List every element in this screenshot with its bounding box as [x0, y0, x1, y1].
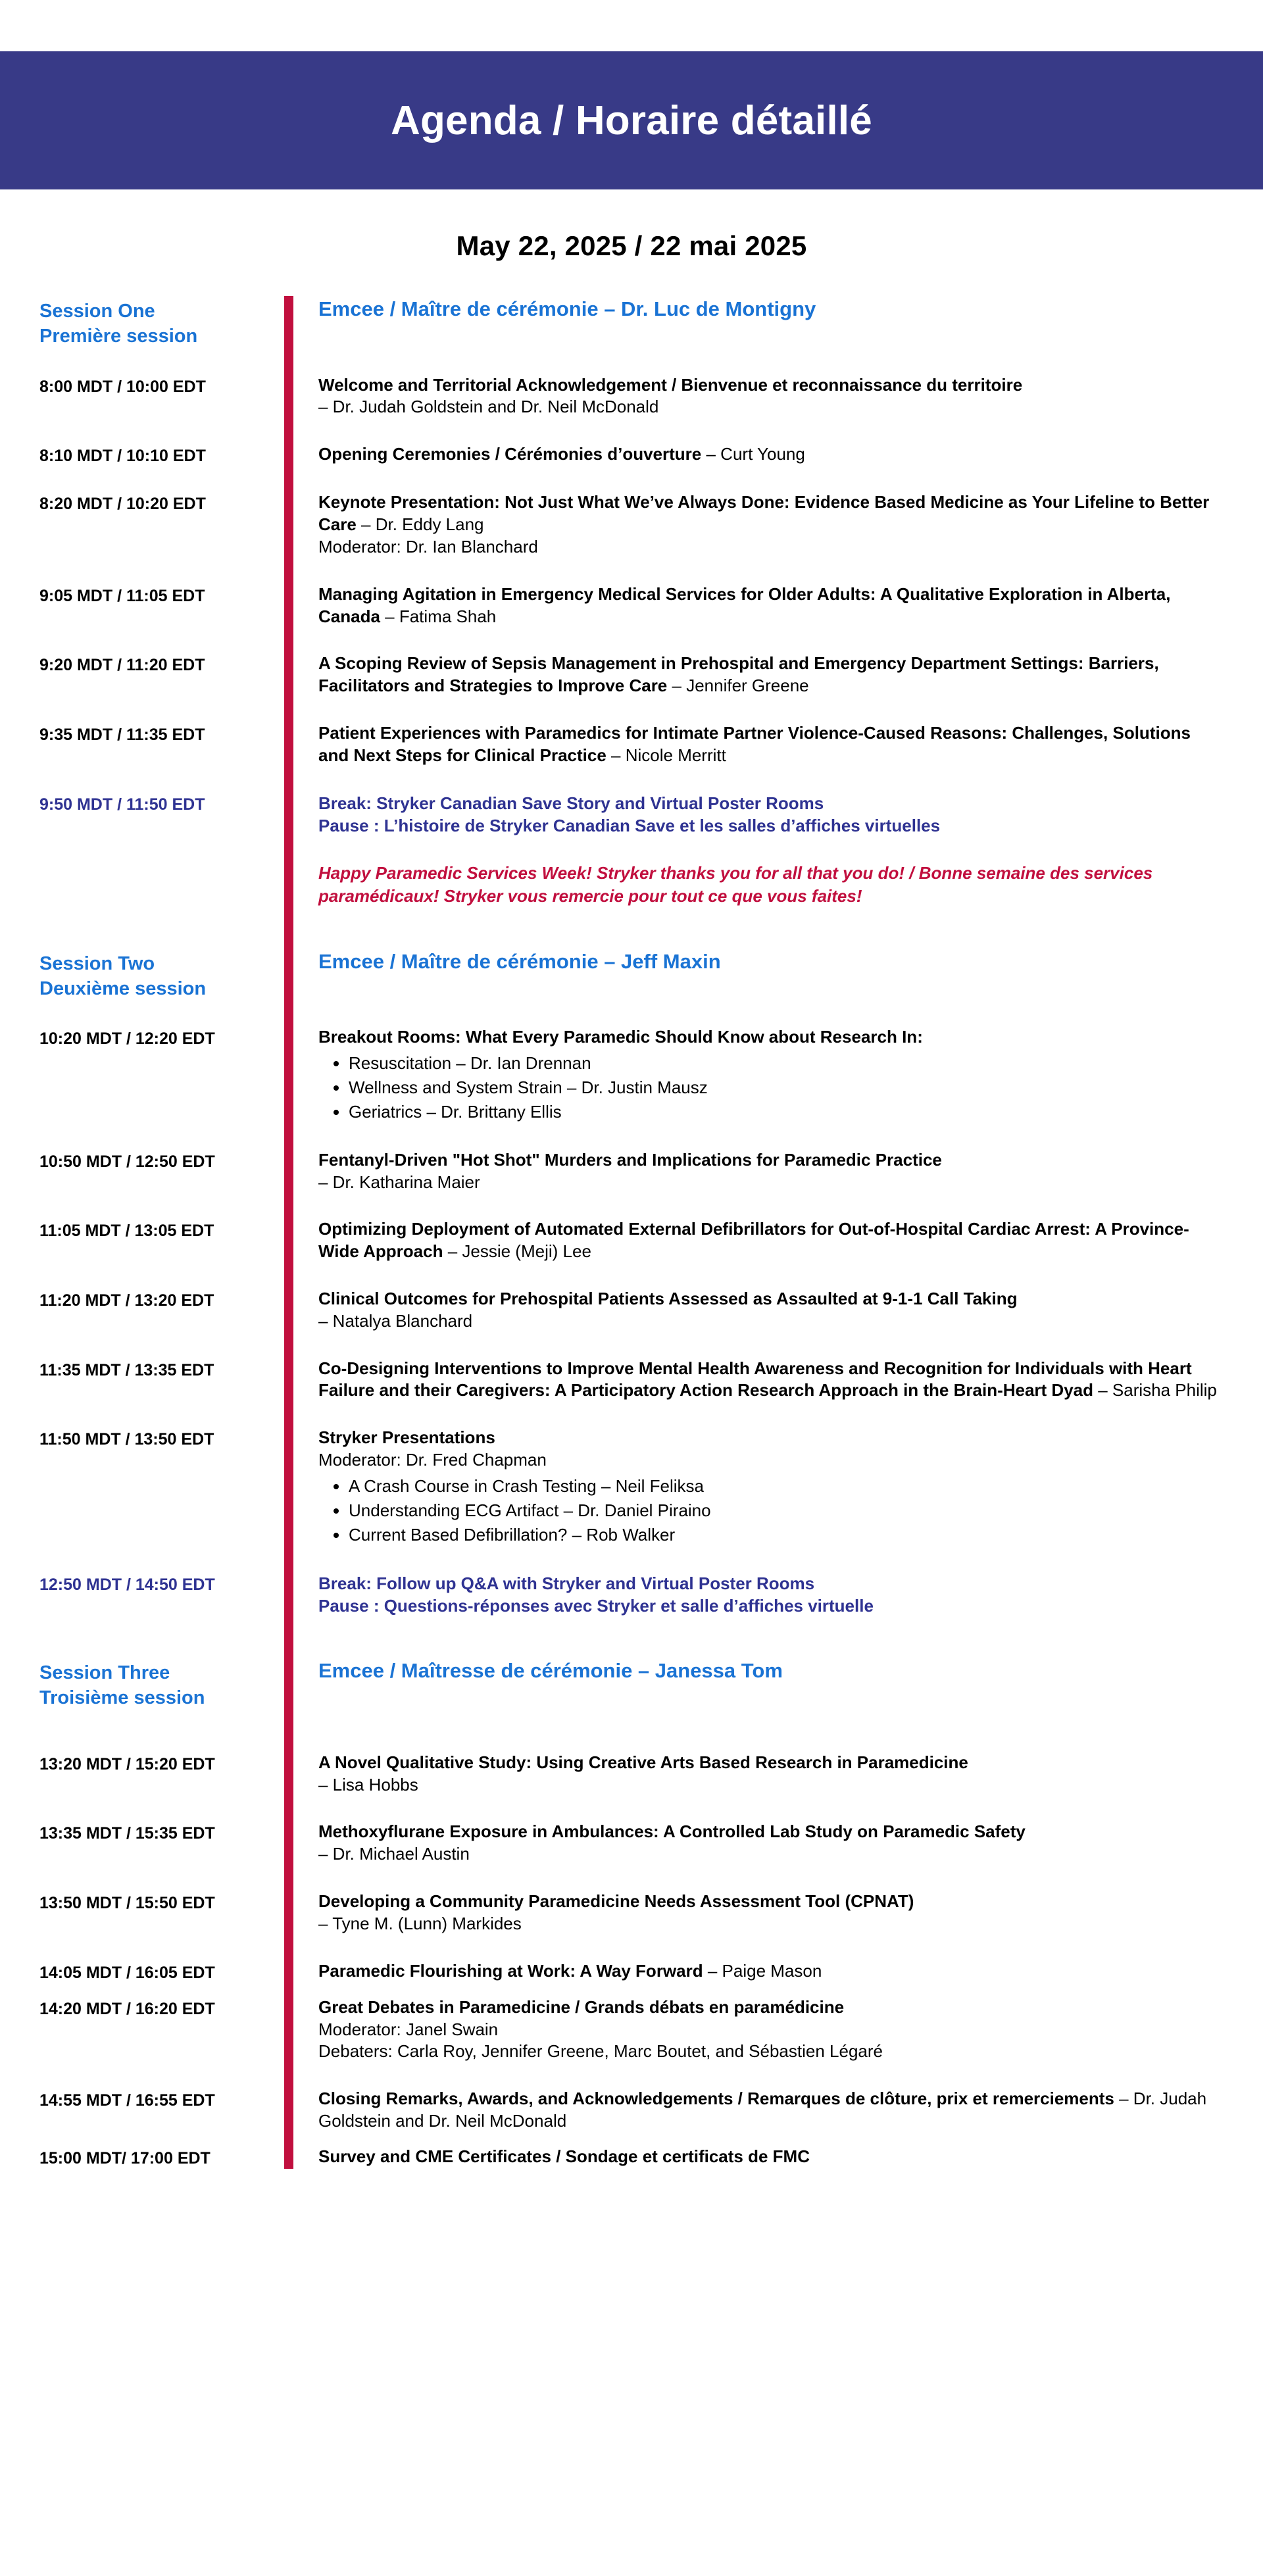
agenda-moderator: Moderator: Janel Swain: [318, 2019, 499, 2039]
agenda-content: [293, 1960, 1224, 1983]
row-spacer: [39, 1935, 1224, 1960]
agenda-content: [293, 2088, 1224, 2133]
agenda-bullet-list: [318, 1051, 1217, 1124]
session-rule: [284, 2088, 293, 2133]
agenda-subline: – Lisa Hobbs: [318, 1774, 418, 1795]
session-rule: [284, 949, 293, 1002]
agenda-body: [0, 296, 1263, 2169]
agenda-speaker: – Nicole Merritt: [606, 745, 726, 765]
break-content: [293, 792, 1224, 837]
session-one-label-line1: Session One: [39, 301, 155, 322]
agenda-time: 14:55 MDT / 16:55 EDT: [39, 2091, 215, 2110]
list-item: • Wellness and System Strain – Dr. Justin Mausz: [349, 1076, 1217, 1100]
agenda-table-body: [39, 296, 1224, 2169]
agenda-row: [39, 583, 1224, 628]
agenda-moderator: Moderator: Dr. Fred Chapman: [318, 1450, 547, 1470]
session-three-emcee-cell: [293, 1658, 1224, 1711]
session-rule: [284, 1752, 293, 1796]
agenda-content: [293, 2146, 1224, 2169]
agenda-time: 15:00 MDT/ 17:00 EDT: [39, 2148, 210, 2167]
agenda-title: Clinical Outcomes for Prehospital Patients Assessed as Assaulted at 9-1-1 Call Taking: [318, 1289, 1018, 1309]
agenda-title: Patient Experiences with Paramedics for Intimate Partner Violence-Caused Reasons: Challenges, Solutions and Next Steps for Clinical Practice: [318, 722, 1191, 765]
session-header-row: [39, 949, 1224, 1002]
row-spacer: [39, 349, 1224, 374]
agenda-time: 8:20 MDT / 10:20 EDT: [39, 495, 206, 514]
agenda-row: [39, 1026, 1224, 1124]
agenda-speaker: – Jennifer Greene: [667, 676, 809, 696]
row-spacer: [39, 697, 1224, 722]
list-item: • Understanding ECG Artifact – Dr. Daniel Piraino: [349, 1499, 1217, 1523]
agenda-speaker: – Dr. Judah Goldstein and Dr. Neil McDonald: [318, 2089, 1207, 2131]
agenda-row: [39, 491, 1224, 558]
agenda-time: 8:00 MDT / 10:00 EDT: [39, 377, 206, 396]
row-spacer: [39, 1796, 1224, 1821]
session-two-emcee-cell: [293, 949, 1224, 1002]
session-rule: [284, 653, 293, 697]
session-rule: [284, 862, 293, 908]
agenda-title: Methoxyflurane Exposure in Ambulances: A Controlled Lab Study on Paramedic Safety: [318, 1821, 1026, 1842]
session-rule: [284, 1358, 293, 1402]
session-rule: [284, 491, 293, 558]
agenda-speaker: – Dr. Eddy Lang: [356, 514, 484, 535]
session-two-label-line2: Deuxième session: [39, 978, 207, 1000]
agenda-time: 11:05 MDT / 13:05 EDT: [39, 1222, 214, 1241]
agenda-title: A Novel Qualitative Study: Using Creative Arts Based Research in Paramedicine: [318, 1752, 968, 1772]
session-rule: [284, 722, 293, 767]
agenda-title: Survey and CME Certificates / Sondage et certificats de FMC: [318, 2146, 810, 2166]
agenda-row: [39, 2146, 1224, 2169]
session-rule: [284, 1026, 293, 1124]
promo-row: [39, 862, 1224, 908]
agenda-subline: – Dr. Michael Austin: [318, 1844, 470, 1864]
stryker-promo-message: Happy Paramedic Services Week! Stryker thanks you for all that you do! / Bonne semaine des services paramédicaux! Stryker vous remercie pour tout ce que vous faites!: [318, 863, 1153, 906]
page-title: Agenda / Horaire détaillé: [391, 97, 872, 143]
list-item: • Current Based Defibrillation? – Rob Walker: [349, 1523, 1217, 1547]
agenda-row: [39, 1149, 1224, 1194]
row-spacer: [39, 558, 1224, 583]
agenda-time: 14:20 MDT / 16:20 EDT: [39, 1999, 215, 2018]
session-two-label-cell: [39, 949, 284, 1002]
row-spacer: [39, 1711, 1224, 1752]
agenda-time: 9:05 MDT / 11:05 EDT: [39, 586, 205, 605]
row-spacer: [39, 908, 1224, 949]
agenda-subline: – Tyne M. (Lunn) Markides: [318, 1913, 522, 1933]
break-time: 12:50 MDT / 14:50 EDT: [39, 1575, 215, 1594]
row-spacer: [39, 1402, 1224, 1427]
row-spacer: [39, 767, 1224, 792]
agenda-title: Managing Agitation in Emergency Medical Services for Older Adults: A Qualitative Exploration in Alberta, Canada: [318, 583, 1171, 626]
agenda-title: A Scoping Review of Sepsis Management in Prehospital and Emergency Department Settings: Barriers, Facilitators and Strategies to Improve Care: [318, 653, 1159, 696]
agenda-title: Keynote Presentation: Not Just What We’ve Always Done: Evidence Based Medicine as Your Lifeline to Better Care: [318, 492, 1210, 535]
session-rule: [284, 1821, 293, 1866]
list-item: • Resuscitation – Dr. Ian Drennan: [349, 1051, 1217, 1076]
break-line-fr: Pause : L’histoire de Stryker Canadian Save et les salles d’affiches virtuelles: [318, 815, 941, 835]
break-line-en: Break: Follow up Q&A with Stryker and Virtual Poster Rooms: [318, 1573, 815, 1593]
session-rule: [284, 1288, 293, 1333]
agenda-row: [39, 1288, 1224, 1333]
agenda-title: Closing Remarks, Awards, and Acknowledgements / Remarques de clôture, prix et remerciements: [318, 2089, 1114, 2109]
agenda-debaters: Debaters: Carla Roy, Jennifer Greene, Marc Boutet, and Sébastien Légaré: [318, 2041, 883, 2062]
break-row: [39, 1572, 1224, 1618]
session-rule: [284, 1960, 293, 1983]
agenda-content: [293, 583, 1224, 628]
session-three-label-line1: Session Three: [39, 1662, 170, 1684]
agenda-time: 8:10 MDT / 10:10 EDT: [39, 447, 206, 466]
agenda-speaker: – Fatima Shah: [380, 606, 497, 626]
row-spacer: [39, 1547, 1224, 1572]
session-rule: [284, 583, 293, 628]
row-spacer: [39, 837, 1224, 862]
session-header-row: [39, 296, 1224, 349]
session-rule: [284, 2146, 293, 2169]
session-rule: [284, 1891, 293, 1935]
agenda-title: Great Debates in Paramedicine / Grands débats en paramédicine: [318, 1996, 845, 2017]
agenda-content: [293, 1891, 1224, 1935]
agenda-row: [39, 653, 1224, 697]
agenda-time: 13:20 MDT / 15:20 EDT: [39, 1754, 215, 1773]
agenda-speaker: – Sarisha Philip: [1093, 1380, 1217, 1400]
row-spacer: [39, 628, 1224, 653]
agenda-time: 10:20 MDT / 12:20 EDT: [39, 1029, 215, 1049]
session-rule: [284, 1996, 293, 2063]
agenda-title: Developing a Community Paramedicine Needs Assessment Tool (CPNAT): [318, 1891, 914, 1911]
break-content: [293, 1572, 1224, 1618]
row-spacer: [39, 1333, 1224, 1358]
session-two-label-line1: Session Two: [39, 953, 155, 974]
agenda-content: [293, 1149, 1224, 1194]
agenda-content: [293, 491, 1224, 558]
agenda-row: [39, 722, 1224, 767]
row-spacer: [39, 1193, 1224, 1218]
agenda-row: [39, 1821, 1224, 1866]
session-rule: [284, 1149, 293, 1194]
emcee-two: Emcee / Maître de cérémonie – Jeff Maxin: [318, 949, 721, 973]
agenda-time: 9:35 MDT / 11:35 EDT: [39, 725, 205, 744]
agenda-row: [39, 1891, 1224, 1935]
row-spacer: [39, 2133, 1224, 2146]
agenda-row: [39, 1358, 1224, 1402]
list-item: • A Crash Course in Crash Testing – Neil Feliksa: [349, 1474, 1217, 1499]
session-rule: [284, 1427, 293, 1547]
break-time: 9:50 MDT / 11:50 EDT: [39, 795, 205, 814]
agenda-content: [293, 1752, 1224, 1796]
agenda-time: 11:35 MDT / 13:35 EDT: [39, 1360, 214, 1379]
agenda-time: 14:05 MDT / 16:05 EDT: [39, 1963, 215, 1982]
row-spacer: [39, 418, 1224, 443]
agenda-bullet-list: [318, 1474, 1217, 1547]
list-item: • Geriatrics – Dr. Brittany Ellis: [349, 1100, 1217, 1124]
break-line-en: Break: Stryker Canadian Save Story and Virtual Poster Rooms: [318, 793, 824, 813]
agenda-content: [293, 1821, 1224, 1866]
session-one-label-cell: [39, 296, 284, 349]
agenda-title: Stryker Presentations: [318, 1427, 495, 1448]
agenda-title: Welcome and Territorial Acknowledgement / Bienvenue et reconnaissance du territoire: [318, 374, 1023, 395]
agenda-time: 13:50 MDT / 15:50 EDT: [39, 1893, 215, 1912]
agenda-row: [39, 2088, 1224, 2133]
page-header-bar: [0, 51, 1263, 189]
session-rule: [284, 443, 293, 466]
agenda-row: [39, 443, 1224, 466]
agenda-content: [293, 1427, 1224, 1547]
row-spacer: [39, 1124, 1224, 1149]
agenda-time: 9:20 MDT / 11:20 EDT: [39, 656, 205, 675]
promo-content: [293, 862, 1224, 908]
agenda-title: Fentanyl-Driven "Hot Shot" Murders and Implications for Paramedic Practice: [318, 1149, 942, 1170]
agenda-row: [39, 1218, 1224, 1263]
agenda-title: Optimizing Deployment of Automated External Defibrillators for Out-of-Hospital Cardiac Arrest: A Province-Wide Approach: [318, 1219, 1189, 1262]
event-date: May 22, 2025 / 22 mai 2025: [456, 230, 807, 261]
agenda-subline: – Dr. Katharina Maier: [318, 1172, 480, 1192]
session-rule: [284, 1658, 293, 1711]
agenda-subline: – Natalya Blanchard: [318, 1310, 473, 1331]
agenda-content: [293, 443, 1224, 466]
agenda-content: [293, 374, 1224, 419]
session-rule: [284, 792, 293, 837]
agenda-speaker: – Paige Mason: [703, 1960, 822, 1981]
agenda-speaker: – Jessie (Meji) Lee: [443, 1241, 591, 1262]
session-rule: [284, 1572, 293, 1618]
session-rule: [284, 374, 293, 419]
session-three-label-line2: Troisième session: [39, 1687, 205, 1709]
row-spacer: [39, 1263, 1224, 1288]
agenda-content: [293, 1358, 1224, 1402]
agenda-content: [293, 1996, 1224, 2063]
agenda-row: [39, 1960, 1224, 1983]
agenda-time: 10:50 MDT / 12:50 EDT: [39, 1152, 215, 1171]
agenda-title: Co-Designing Interventions to Improve Mental Health Awareness and Recognition for Individuals with Heart Failure and their Caregivers: A Participatory Action Research Approach in the Brain-Heart Dyad: [318, 1358, 1192, 1400]
agenda-time: 11:20 MDT / 13:20 EDT: [39, 1291, 214, 1310]
row-spacer: [39, 1983, 1224, 1996]
agenda-content: [293, 1026, 1224, 1124]
agenda-title: Breakout Rooms: What Every Paramedic Should Know about Research In:: [318, 1027, 923, 1047]
row-spacer: [39, 1001, 1224, 1026]
agenda-row: [39, 1427, 1224, 1547]
agenda-content: [293, 653, 1224, 697]
row-spacer: [39, 2063, 1224, 2088]
agenda-speaker: – Curt Young: [701, 444, 805, 464]
emcee-one: Emcee / Maître de cérémonie – Dr. Luc de Montigny: [318, 297, 816, 320]
agenda-table: [39, 296, 1224, 2169]
break-row: [39, 792, 1224, 837]
agenda-subline: – Dr. Judah Goldstein and Dr. Neil McDonald: [318, 397, 659, 417]
emcee-three: Emcee / Maîtresse de cérémonie – Janessa Tom: [318, 1659, 783, 1683]
agenda-content: [293, 1288, 1224, 1333]
break-line-fr: Pause : Questions-réponses avec Stryker et salle d’affiches virtuelle: [318, 1595, 874, 1616]
agenda-title: Opening Ceremonies / Cérémonies d’ouverture: [318, 444, 702, 464]
row-spacer: [39, 1617, 1224, 1658]
session-one-emcee-cell: [293, 296, 1224, 349]
agenda-content: [293, 722, 1224, 767]
row-spacer: [39, 466, 1224, 491]
agenda-row: [39, 1996, 1224, 2063]
session-one-label-line2: Première session: [39, 326, 198, 347]
agenda-page: [0, 51, 1263, 2576]
agenda-moderator: Moderator: Dr. Ian Blanchard: [318, 536, 538, 557]
agenda-content: [293, 1218, 1224, 1263]
session-header-row: [39, 1658, 1224, 1711]
promo-time-empty: [39, 862, 284, 908]
agenda-time: 13:35 MDT / 15:35 EDT: [39, 1824, 215, 1843]
agenda-title: Paramedic Flourishing at Work: A Way Forward: [318, 1960, 703, 1981]
session-rule: [284, 296, 293, 349]
agenda-time: 11:50 MDT / 13:50 EDT: [39, 1430, 214, 1449]
session-three-label-cell: [39, 1658, 284, 1711]
agenda-row: [39, 1752, 1224, 1796]
row-spacer: [39, 1866, 1224, 1891]
agenda-row: [39, 374, 1224, 419]
session-rule: [284, 1218, 293, 1263]
